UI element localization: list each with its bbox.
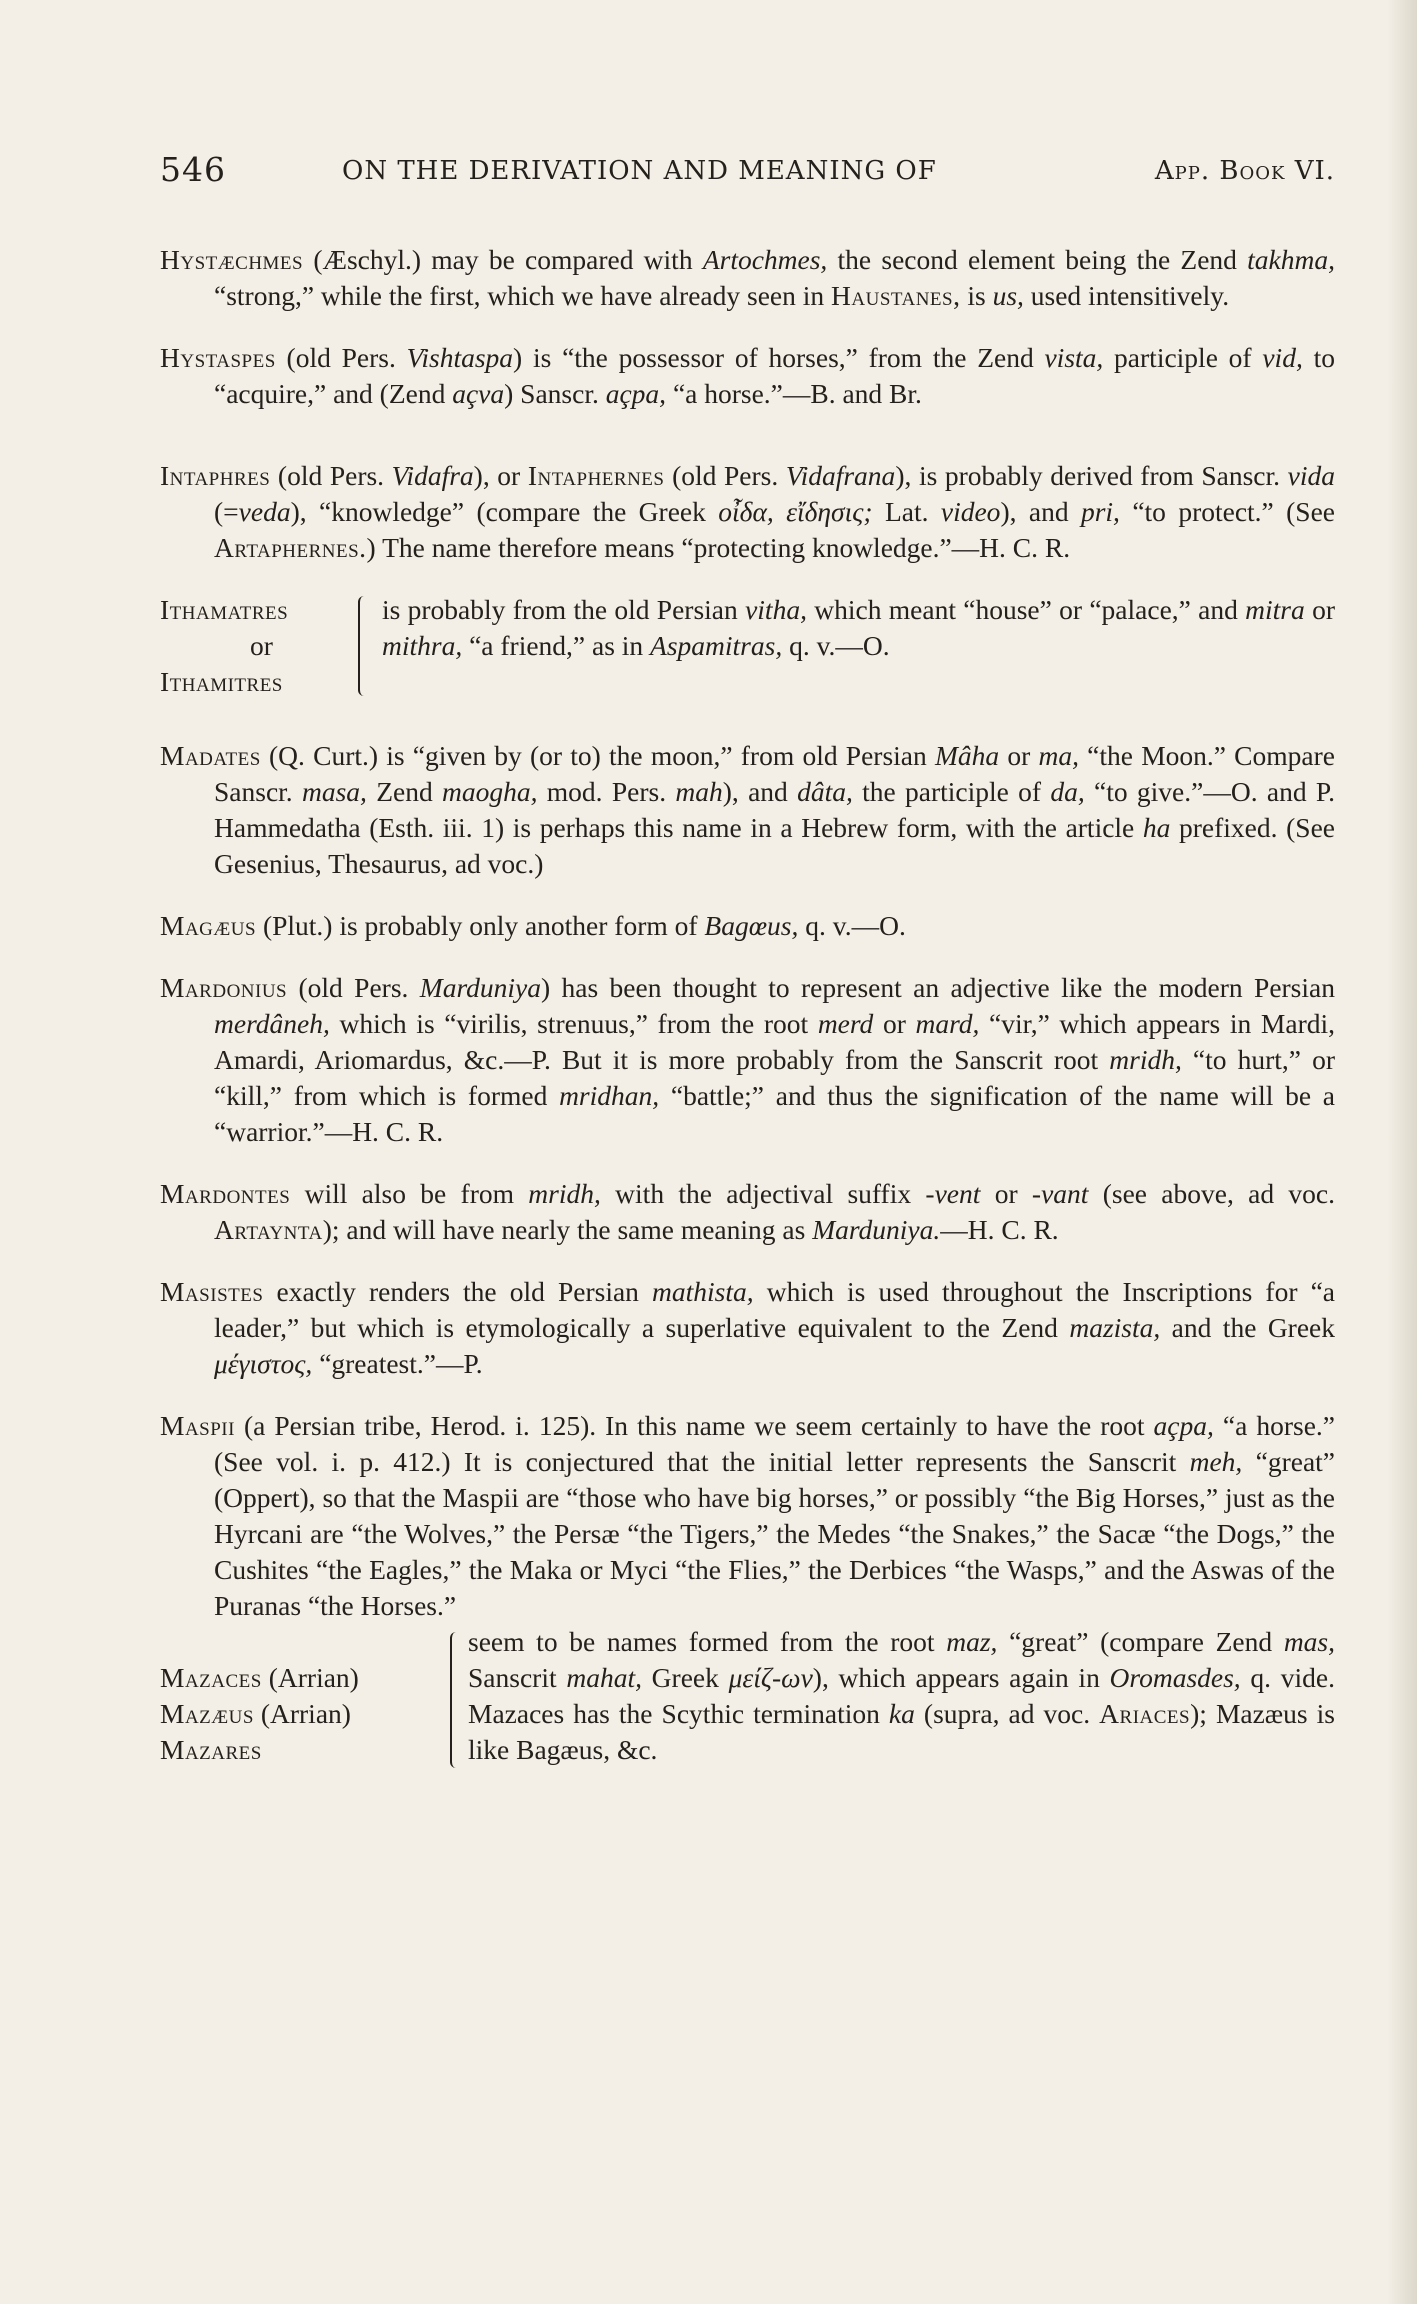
entry-hystaechmes: Hystæchmes (Æschyl.) may be compared with Artochmes, the second element being the Zend takhma, “strong,” while the first, which we have already seen in Haustanes, is us, used intensitively.	[160, 244, 1335, 311]
entry-mardontes: Mardontes will also be from mridh, with the adjectival suffix -vent or -vant (see above, ad voc. Artaynta); and will have nearly the same meaning as Marduniya.—H. C. R.	[160, 1178, 1335, 1245]
entry-ithamatres	[160, 592, 1335, 702]
entry-text: seem to be names formed from the root maz, “great” (compare Zend mas, Sanscrit mahat, Greek μείζ-ων), which appears again in Oromasdes, q. vide. Mazaces has the Scythic termination ka (supra, ad voc. Ariaces); Mazæus is like Bagæus, &c.	[468, 1626, 1335, 1765]
running-section: App. Book VI.	[1154, 156, 1335, 186]
entry-magaeus: Magæus (Plut.) is probably only another form of Bagœus, q. v.—O.	[160, 910, 906, 941]
running-title: ON THE DERIVATION AND MEANING OF	[342, 156, 937, 186]
page-number: 546	[160, 150, 226, 189]
entry-hystaspes: Hystaspes (old Pers. Vishtaspa) is “the possessor of horses,” from the Zend vista, participle of vid, to “acquire,” and (Zend açva) Sanscr. açpa, “a horse.”—B. and Br.	[160, 342, 1335, 409]
page-header	[160, 150, 1335, 194]
entry-text: is probably from the old Persian vitha, which meant “house” or “palace,” and mitra or mithra, “a friend,” as in Aspamitras, q. v.—O.	[382, 594, 1335, 661]
brace-mark	[450, 1632, 464, 1768]
page-body	[160, 242, 1335, 1774]
entry-madates: Madates (Q. Curt.) is “given by (or to) the moon,” from old Persian Mâha or ma, “the Moon.” Compare Sanscr. masa, Zend maogha, mod. Pers. mah), and dâta, the participle of da, “to give.”—O. and P. Hammedatha (Esth. iii. 1) is perhaps this name in a Hebrew form, with the article ha prefixed. (See Gesenius, Thesaurus, ad voc.)	[160, 740, 1335, 879]
headword-group: Mazaces (Arrian) Mazæus (Arrian) Mazares	[160, 1662, 359, 1765]
headword-group: Ithamatres or Ithamitres	[160, 594, 289, 697]
entry-mardonius: Mardonius (old Pers. Marduniya) has been thought to represent an adjective like the modern Persian merdâneh, which is “virilis, strenuus,” from the root merd or mard, “vir,” which appears in Mardi, Amardi, Ariomardus, &c.—P. But it is more probably from the Sanscrit root mridh, “to hurt,” or “kill,” from which is formed mridhan, “battle;” and thus the signification of the name will be a “warrior.”—H. C. R.	[160, 972, 1335, 1147]
entry-mazaces	[160, 1624, 1335, 1774]
entry-intaphres: Intaphres (old Pers. Vidafra), or Intaphernes (old Pers. Vidafrana), is probably derived from Sanscr. vida (=veda), “knowledge” (compare the Greek οἶδα, εἴδησις; Lat. video), and pri, “to protect.” (See Artaphernes.) The name therefore means “protecting knowledge.”—H. C. R.	[160, 460, 1335, 563]
page-edge-shadow	[1387, 0, 1417, 2304]
brace-mark	[358, 596, 374, 696]
entry-masistes: Masistes exactly renders the old Persian mathista, which is used throughout the Inscriptions for “a leader,” but which is etymologically a superlative equivalent to the Zend mazista, and the Greek μέγιστος, “greatest.”—P.	[160, 1276, 1335, 1379]
entry-maspii: Maspii (a Persian tribe, Herod. i. 125). In this name we seem certainly to have the root açpa, “a horse.” (See vol. i. p. 412.) It is conjectured that the initial letter represents the Sanscrit meh, “great” (Oppert), so that the Maspii are “those who have big horses,” or possibly “the Big Horses,” just as the Hyrcani are “the Wolves,” the Persæ “the Tigers,” the Medes “the Snakes,” the Sacæ “the Dogs,” the Cushites “the Eagles,” the Maka or Myci “the Flies,” the Derbices “the Wasps,” and the Aswas of the Puranas “the Horses.”	[160, 1410, 1336, 1621]
